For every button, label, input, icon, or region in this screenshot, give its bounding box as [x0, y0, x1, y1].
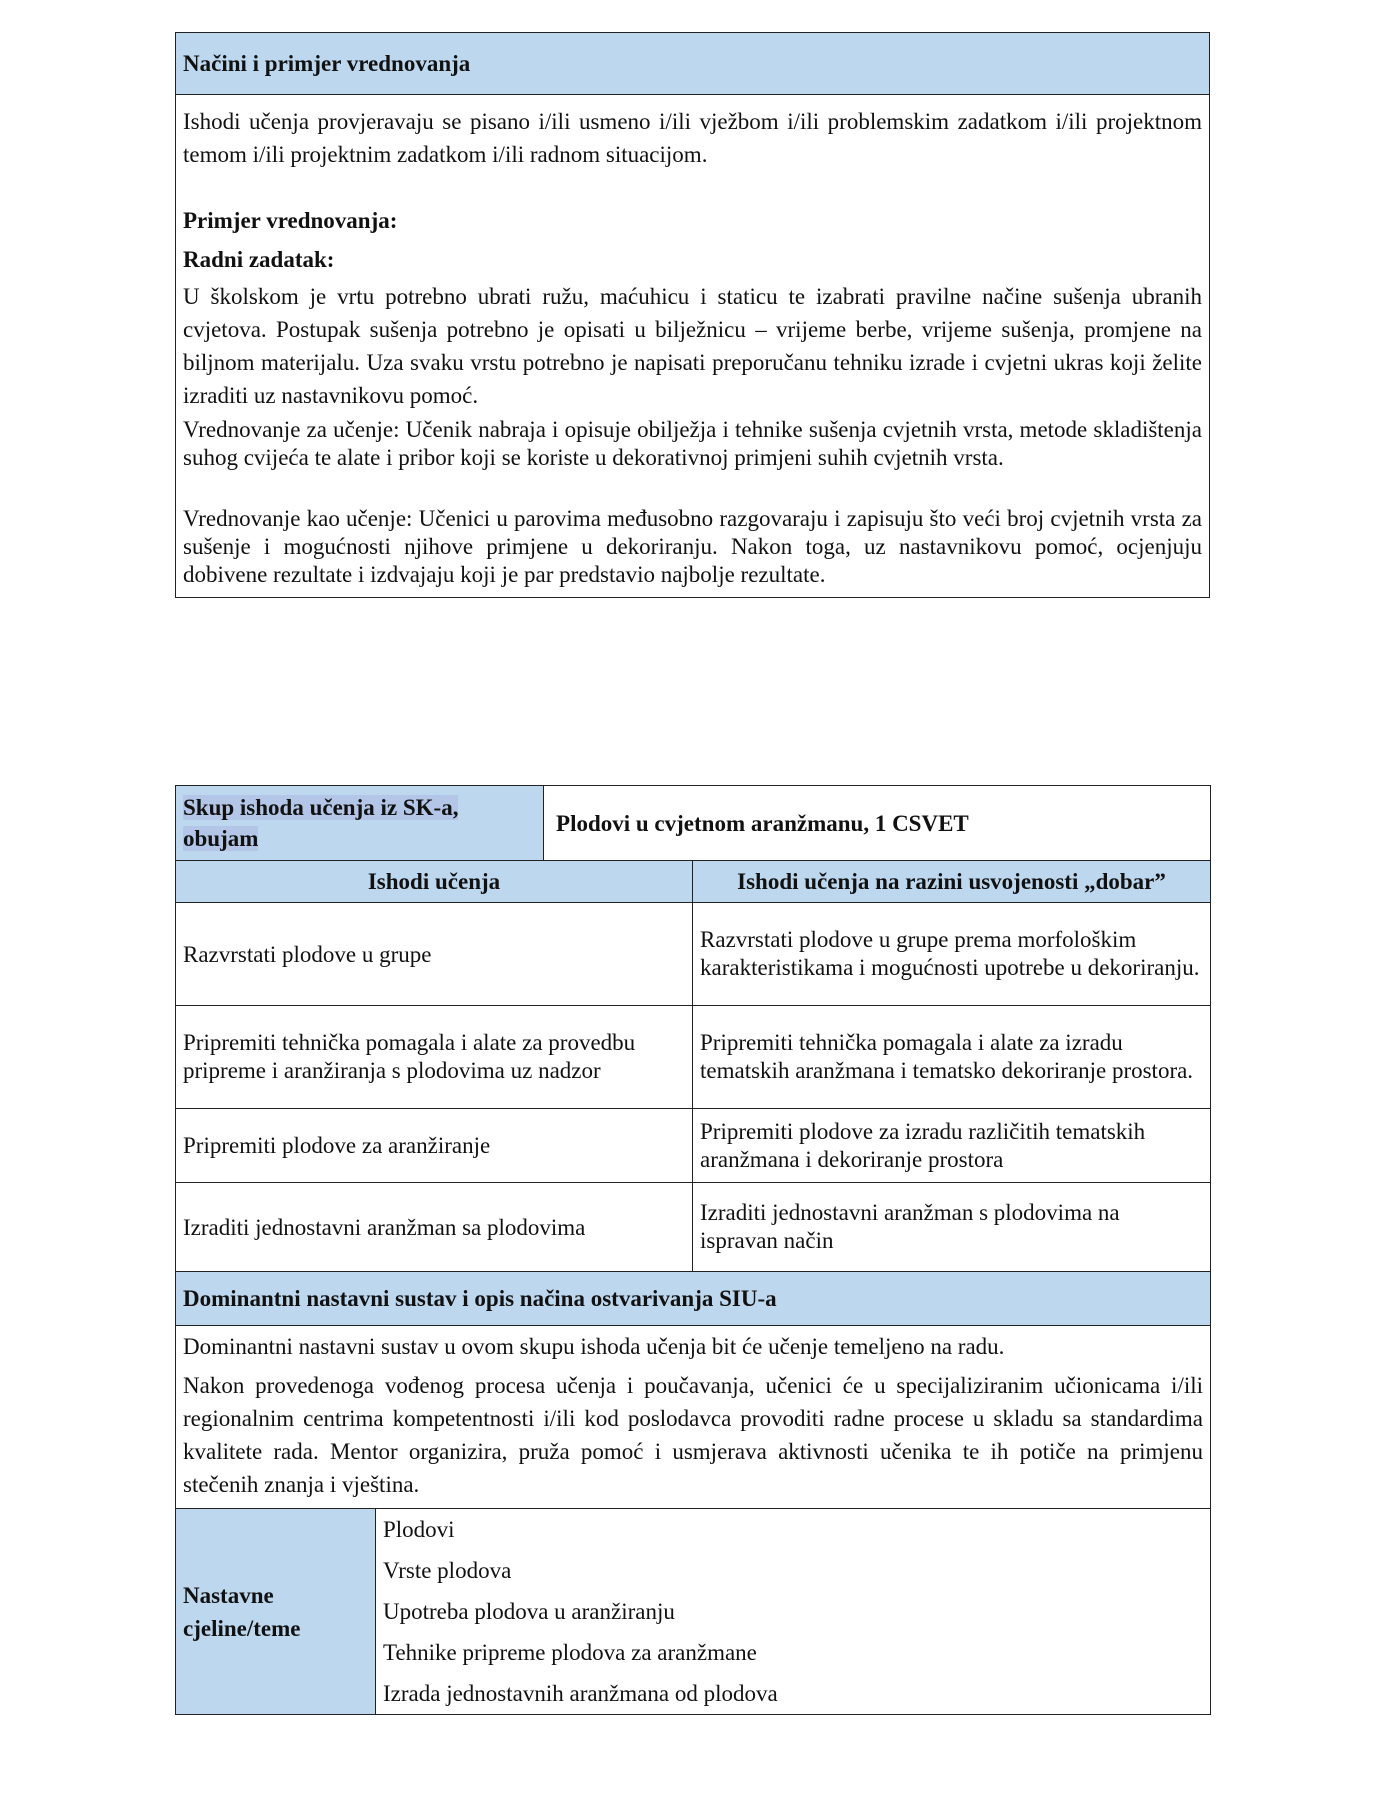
outcome-cell: Razvrstati plodove u grupe — [176, 903, 693, 1006]
outcome-set-value: Plodovi u cvjetnom aranžmanu, 1 CSVET — [544, 786, 1211, 861]
table-row — [176, 1183, 1211, 1272]
col-header-good-level: Ishodi učenja na razini usvojenosti „dobar” — [693, 861, 1211, 903]
col-header-outcomes: Ishodi učenja — [176, 861, 693, 903]
topic-item: Vrste plodova — [383, 1558, 512, 1583]
task-text: U školskom je vrtu potrebno ubrati ružu, maćuhicu i staticu te izabrati pravilne načine sušenja ubranih cvjetova. Postupak sušenja potrebno je opisati u bilježnicu – vrijeme berbe, vrijeme sušenja, promjene na biljnom materijalu. Uza svaku vrstu potrebno je napisati preporučanu tehniku izrade i cvjetni ukras koji želite izraditi uz nastavnikovu pomoć. — [183, 284, 1202, 408]
assessment-as-learning: Vrednovanje kao učenje: Učenici u parovima međusobno razgovaraju i zapisuju što veći broj cvjetnih vrsta za sušenje i mogućnosti njihove primjene u dekoriranju. Nakon toga, uz nastavnikovu pomoć, ocjenjuju dobivene rezultate i izdvajaju koji je par predstavio najbolje rezultate. — [183, 506, 1202, 587]
dominant-system-body — [176, 1326, 1211, 1509]
outcome-cell: Izraditi jednostavni aranžman sa plodovima — [176, 1183, 693, 1272]
assessment-for-learning: Vrednovanje za učenje: Učenik nabraja i opisuje obilježja i tehnike sušenja cvjetnih vrsta, metode skladištenja suhog cvijeća te alate i pribor koji se koriste u dekorativnoj primjeni suhih cvjetnih vrsta. — [183, 417, 1202, 470]
assessment-methods-header: Načini i primjer vrednovanja — [176, 33, 1210, 95]
topics-label: Nastavne cjeline/teme — [176, 1509, 376, 1715]
topic-item: Plodovi — [383, 1517, 455, 1542]
good-level-cell: Razvrstati plodove u grupe prema morfološkim karakteristikama i mogućnosti upotrebe u dekoriranju. — [693, 903, 1211, 1006]
topics-list — [376, 1509, 1211, 1715]
topic-item: Izrada jednostavnih aranžmana od plodova — [383, 1681, 778, 1706]
good-level-cell: Pripremiti tehnička pomagala i alate za izradu tematskih aranžmana i tematsko dekoriranje prostora. — [693, 1006, 1211, 1109]
good-level-cell: Izraditi jednostavni aranžman s plodovima na ispravan način — [693, 1183, 1211, 1272]
table-row — [176, 1109, 1211, 1183]
assessment-methods-table — [175, 32, 1210, 598]
task-label: Radni zadatak: — [183, 247, 335, 272]
table-row — [176, 903, 1211, 1006]
learning-outcomes-table — [175, 785, 1211, 1715]
example-label: Primjer vrednovanja: — [183, 208, 398, 233]
assessment-intro: Ishodi učenja provjeravaju se pisano i/ili usmeno i/ili vježbom i/ili problemskim zadatkom i/ili projektnom temom i/ili projektnim zadatkom i/ili radnom situacijom. — [183, 109, 1202, 167]
outcome-cell: Pripremiti plodove za aranžiranje — [176, 1109, 693, 1183]
assessment-methods-body — [176, 95, 1210, 598]
table-row — [176, 1006, 1211, 1109]
outcome-set-label: Skup ishoda učenja iz SK-a, obujam — [176, 786, 544, 861]
topic-item: Upotreba plodova u aranžiranju — [383, 1599, 675, 1624]
dominant-system-header: Dominantni nastavni sustav i opis načina ostvarivanja SIU-a — [176, 1272, 1211, 1326]
good-level-cell: Pripremiti plodove za izradu različitih tematskih aranžmana i dekoriranje prostora — [693, 1109, 1211, 1183]
topic-item: Tehnike pripreme plodova za aranžmane — [383, 1640, 757, 1665]
dominant-system-p1: Dominantni nastavni sustav u ovom skupu ishoda učenja bit će učenje temeljeno na radu. — [183, 1334, 1005, 1359]
outcome-cell: Pripremiti tehnička pomagala i alate za provedbu pripreme i aranžiranja s plodovima uz nadzor — [176, 1006, 693, 1109]
dominant-system-p2: Nakon provedenoga vođenog procesa učenja i poučavanja, učenici će u specijaliziranim učionicama i/ili regionalnim centrima kompetentnosti i/ili kod poslodavca provoditi radne procese u skladu sa standardima kvalitete rada. Mentor organizira, pruža pomoć i usmjerava aktivnosti učenika te ih potiče na primjenu stečenih znanja i vještina. — [183, 1373, 1204, 1497]
